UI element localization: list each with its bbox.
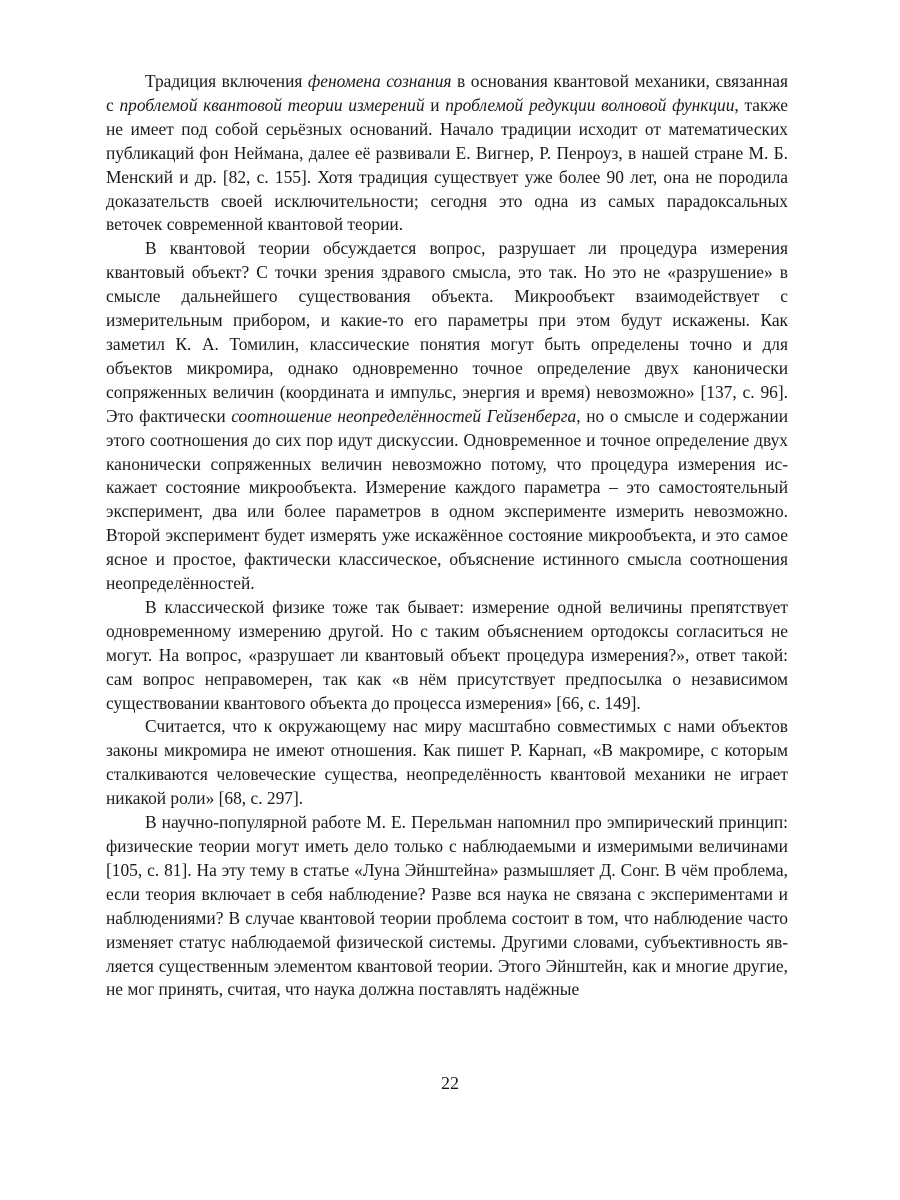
text-run: и <box>424 94 446 115</box>
italic-term: феномена сознания <box>307 71 452 91</box>
text-run: В квантовой теории обсуждается вопрос, разрушает ли процедура измерения квантовый объект? С точки зрения здравого смысла, это так. Но это не «разрушение» в смысле дальнейшего существования объекта. Микрообъект взаимодействует с измерительным прибором, и какие-то его параметры при этом будут искажены. Как заметил К. А. Томилин, классические понятия могут быть определены точно и для объектов микромира, однако одновременно точное определение двух канонически сопряженных величин (координата и импульс, энергия и время) невозможно» [137, с. 96]. Это фактически <box>106 238 788 426</box>
text-run: , но о смысле и содержании этого соотношения до сих пор идут дискуссии. Одновременное и точное определение двух канонически сопряженных величин невозможно потому, что процедура измерения искажает состояние микрообъекта. Измерение каждого параметра – это самостоятельный эксперимент, два или более параметров в одном эксперименте измерить невозможно. Второй эксперимент будет измерять уже искажённое состояние микрообъекта, и это самое ясное и простое, фактически классическое, объяснение истинного смысла соотношения неопределённостей. <box>106 405 788 594</box>
paragraph <box>106 715 788 811</box>
body-text <box>106 70 788 1002</box>
paragraph <box>106 237 788 596</box>
text-run: В классической физике тоже так бывает: измерение одной величины препятствует одновременному измерению другой. Но с таким объяснением ортодоксы согласиться не могут. На вопрос, «разрушает ли квантовый объект процедура измерения?», ответ такой: сам вопрос неправомерен, так как «в нём присутствует предпосылка о независимом существовании квантового объекта до процесса измерения» [66, с. 149]. <box>106 596 788 713</box>
text-run: Считается, что к окружающему нас миру масштабно совместимых с нами объектов законы микромира не имеют отношения. Как пишет Р. Карнап, «В макромире, с которым сталкиваются человеческие существа, неопределённость квантовой механики не играет никакой роли» [68, с. 297]. <box>106 716 788 809</box>
text-run: Традиция включения <box>145 71 308 91</box>
paragraph <box>106 811 788 1002</box>
italic-term: соотношение неопределённостей Гейзенберга <box>231 405 577 426</box>
paragraph <box>106 596 788 716</box>
page-number: 22 <box>441 1073 459 1093</box>
italic-term: проблемой квантовой теории измерений <box>119 94 425 115</box>
text-run: в основания квантовой механики, связанная с <box>106 71 788 115</box>
text-run: , также не имеет под собой серьёзных оснований. Начало традиции исходит от математических публикаций фон Неймана, далее её развивали Е. Вигнер, Р. Пенроуз, в нашей стране М. Б. Менский и др. [82, с. 155]. Хотя традиция существует уже более 90 лет, она не породила доказательств своей исключительности; сегодня это одна из самых парадоксальных веточек современной квантовой теории. <box>106 94 788 235</box>
text-run: В научно-популярной работе М. Е. Перельман напомнил про эмпирический принцип: физические теории могут иметь дело только с наблюдаемыми и измеримыми величинами [105, с. 81]. На эту тему в статье «Луна Эйнштейна» размышляет Д. Сонг. В чём проблема, если теория включает в себя наблюдение? Разве вся наука не связана с экспериментами и наблюдениями? В случае квантовой теории проблема состоит в том, что наблюдение часто изменяет статус наблюдаемой физической системы. Другими словами, субъективность является существенным элементом квантовой теории. Этого Эйнштейн, как и многие другие, не мог принять, считая, что наука должна поставлять надёжные <box>106 812 788 1000</box>
italic-term: проблемой редукции волновой функции <box>445 94 735 115</box>
paragraph <box>106 70 788 237</box>
